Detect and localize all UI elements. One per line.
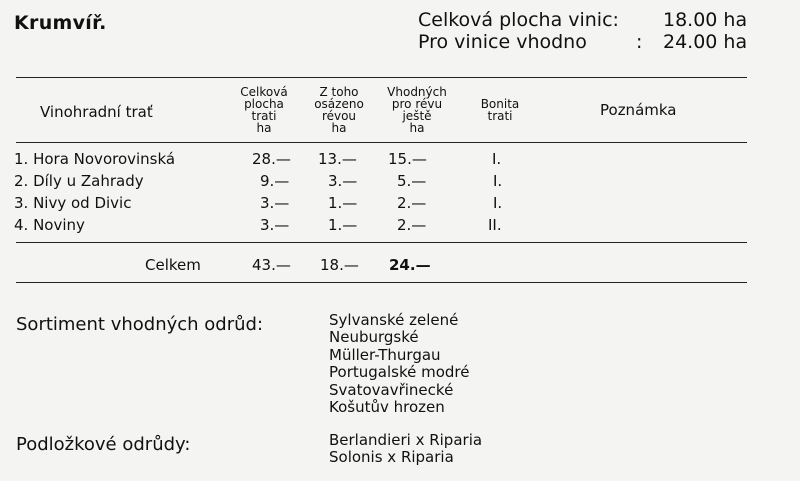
summary-total-area-label: Celková plocha vinic:: [418, 9, 619, 31]
row-suitable: 5.—: [397, 172, 427, 190]
summary-total-area-value: 18.00 ha: [663, 9, 748, 31]
row-suitable: 15.—: [388, 150, 427, 168]
row-suitable: 2.—: [397, 194, 427, 212]
row-name: 1. Hora Novorovinská: [14, 150, 176, 168]
row-planted: 1.—: [328, 194, 358, 212]
table-top-rule: [16, 77, 747, 78]
row-name: 2. Díly u Zahrady: [14, 172, 144, 190]
row-total: 9.—: [260, 172, 290, 190]
list-item: Neuburgské: [329, 328, 419, 347]
row-grade: II.: [488, 216, 502, 234]
table-total-rule: [16, 242, 747, 243]
rootstocks-label: Podložkové odrůdy:: [16, 434, 191, 455]
header-suitable: Vhodných pro révu ještě ha: [387, 85, 447, 135]
row-grade: I.: [493, 172, 503, 190]
varieties-label: Sortiment vhodných odrůd:: [16, 314, 264, 335]
summary-suitable-area-label: Pro vinice vhodno: [418, 31, 587, 53]
varieties-list: [329, 312, 469, 416]
list-item: Müller-Thurgau: [329, 345, 441, 364]
total-planted: 18.—: [320, 256, 359, 274]
list-item: Sylvanské zelené: [329, 311, 459, 329]
row-total: 28.—: [252, 150, 291, 168]
row-name: 4. Noviny: [14, 216, 85, 234]
row-planted: 3.—: [328, 172, 358, 190]
page-title: Krumvíř.: [14, 12, 107, 34]
total-label: Celkem: [145, 256, 201, 274]
summary-suitable-area-colon: :: [636, 31, 643, 53]
total-area: 43.—: [252, 256, 291, 274]
row-grade: I.: [492, 150, 502, 168]
header-total-area: Celková plocha trati ha: [240, 85, 288, 135]
list-item: Svatovavřinecké: [329, 380, 454, 399]
total-suitable: 24.—: [389, 256, 431, 274]
list-item: Solonis x Riparia: [329, 448, 454, 467]
header-vineyard: Vinohradní trať: [40, 103, 153, 121]
summary-suitable-area-value: 24.00 ha: [663, 31, 748, 53]
rootstocks-list: [329, 432, 482, 467]
row-total: 3.—: [260, 216, 290, 234]
row-total: 3.—: [260, 194, 290, 212]
header-planted: Z toho osázeno révou ha: [314, 85, 364, 135]
row-name: 3. Nivy od Divic: [14, 194, 132, 212]
row-planted: 1.—: [328, 216, 358, 234]
list-item: Portugalské modré: [329, 363, 470, 382]
table-bottom-rule: [16, 282, 747, 283]
list-item: Berlandieri x Riparia: [329, 431, 483, 449]
row-grade: I.: [493, 194, 503, 212]
list-item: Košutův hrozen: [329, 398, 445, 417]
row-suitable: 2.—: [397, 216, 427, 234]
table-header-rule: [16, 142, 747, 143]
row-planted: 13.—: [318, 150, 357, 168]
header-note: Poznámka: [600, 101, 677, 119]
header-grade: Bonita trati: [480, 97, 520, 123]
